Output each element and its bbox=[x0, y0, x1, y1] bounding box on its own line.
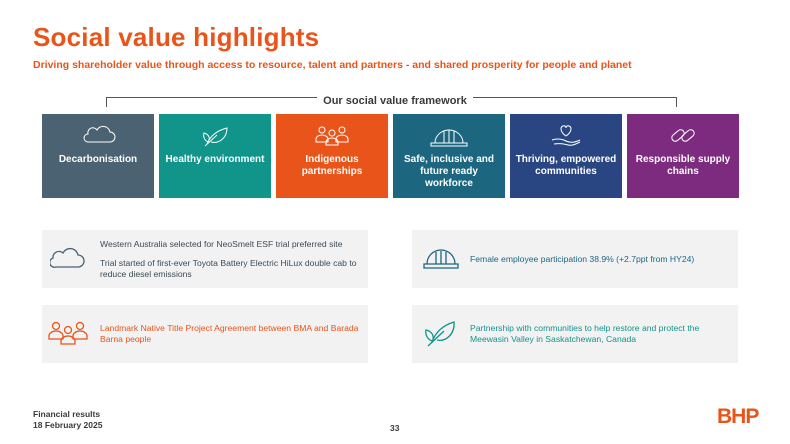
highlight-card-workforce bbox=[412, 230, 738, 288]
card-text: Landmark Native Title Project Agreement between BMA and Barada Barna people bbox=[100, 323, 359, 344]
tile-label: Thriving, empowered communities bbox=[515, 154, 617, 177]
card-text-line1: Western Australia selected for NeoSmelt ESF trial preferred site bbox=[100, 239, 343, 249]
framework-label: Our social value framework bbox=[317, 95, 473, 107]
tile-label: Decarbonisation bbox=[58, 154, 138, 165]
cloud-icon bbox=[50, 245, 86, 271]
cloud-icon bbox=[42, 122, 154, 148]
leaf-icon bbox=[422, 318, 458, 348]
tile-label: Indigenous partnerships bbox=[301, 154, 363, 177]
card-text: Partnership with communities to help restore and protect the Meewasin Valley in Saskatchewan, Canada bbox=[470, 323, 700, 344]
highlight-card-environment bbox=[412, 305, 738, 363]
heart-hand-icon bbox=[510, 122, 622, 148]
footer-line1: Financial results bbox=[33, 409, 101, 419]
page-subtitle: Driving shareholder value through access to resource, talent and partners - and shared prosperity for people and planet bbox=[33, 59, 632, 71]
tile-indigenous-partnerships bbox=[276, 114, 388, 198]
tile-healthy-environment bbox=[159, 114, 271, 198]
bhp-logo: BHP bbox=[717, 405, 759, 428]
tile-decarbonisation bbox=[42, 114, 154, 198]
footer-date: 18 February 2025 bbox=[33, 420, 103, 430]
hard-hat-icon bbox=[422, 242, 460, 272]
tile-label: Safe, inclusive and future ready workforce bbox=[403, 154, 495, 189]
framework-heading bbox=[0, 91, 790, 109]
tile-label: Responsible supply chains bbox=[635, 154, 731, 177]
highlight-card-indigenous bbox=[42, 305, 368, 363]
tile-thriving-communities bbox=[510, 114, 622, 198]
people-icon bbox=[48, 320, 88, 346]
page-title: Social value highlights bbox=[33, 22, 320, 52]
leaf-icon bbox=[159, 122, 271, 148]
footer-info bbox=[33, 409, 102, 431]
card-text: Female employee participation 38.9% (+2.7ppt from HY24) bbox=[470, 254, 695, 264]
tile-label: Healthy environment bbox=[165, 154, 265, 165]
chain-link-icon bbox=[627, 122, 739, 148]
highlight-card-decarbonisation bbox=[42, 230, 368, 288]
page-number: 33 bbox=[390, 423, 400, 433]
hard-hat-icon bbox=[393, 122, 505, 148]
tile-safe-workforce bbox=[393, 114, 505, 198]
tile-responsible-supply-chains bbox=[627, 114, 739, 198]
card-text-line2: Trial started of first-ever Toyota Battery Electric HiLux double cab to reduce diesel emissions bbox=[100, 258, 357, 279]
people-icon bbox=[276, 122, 388, 148]
